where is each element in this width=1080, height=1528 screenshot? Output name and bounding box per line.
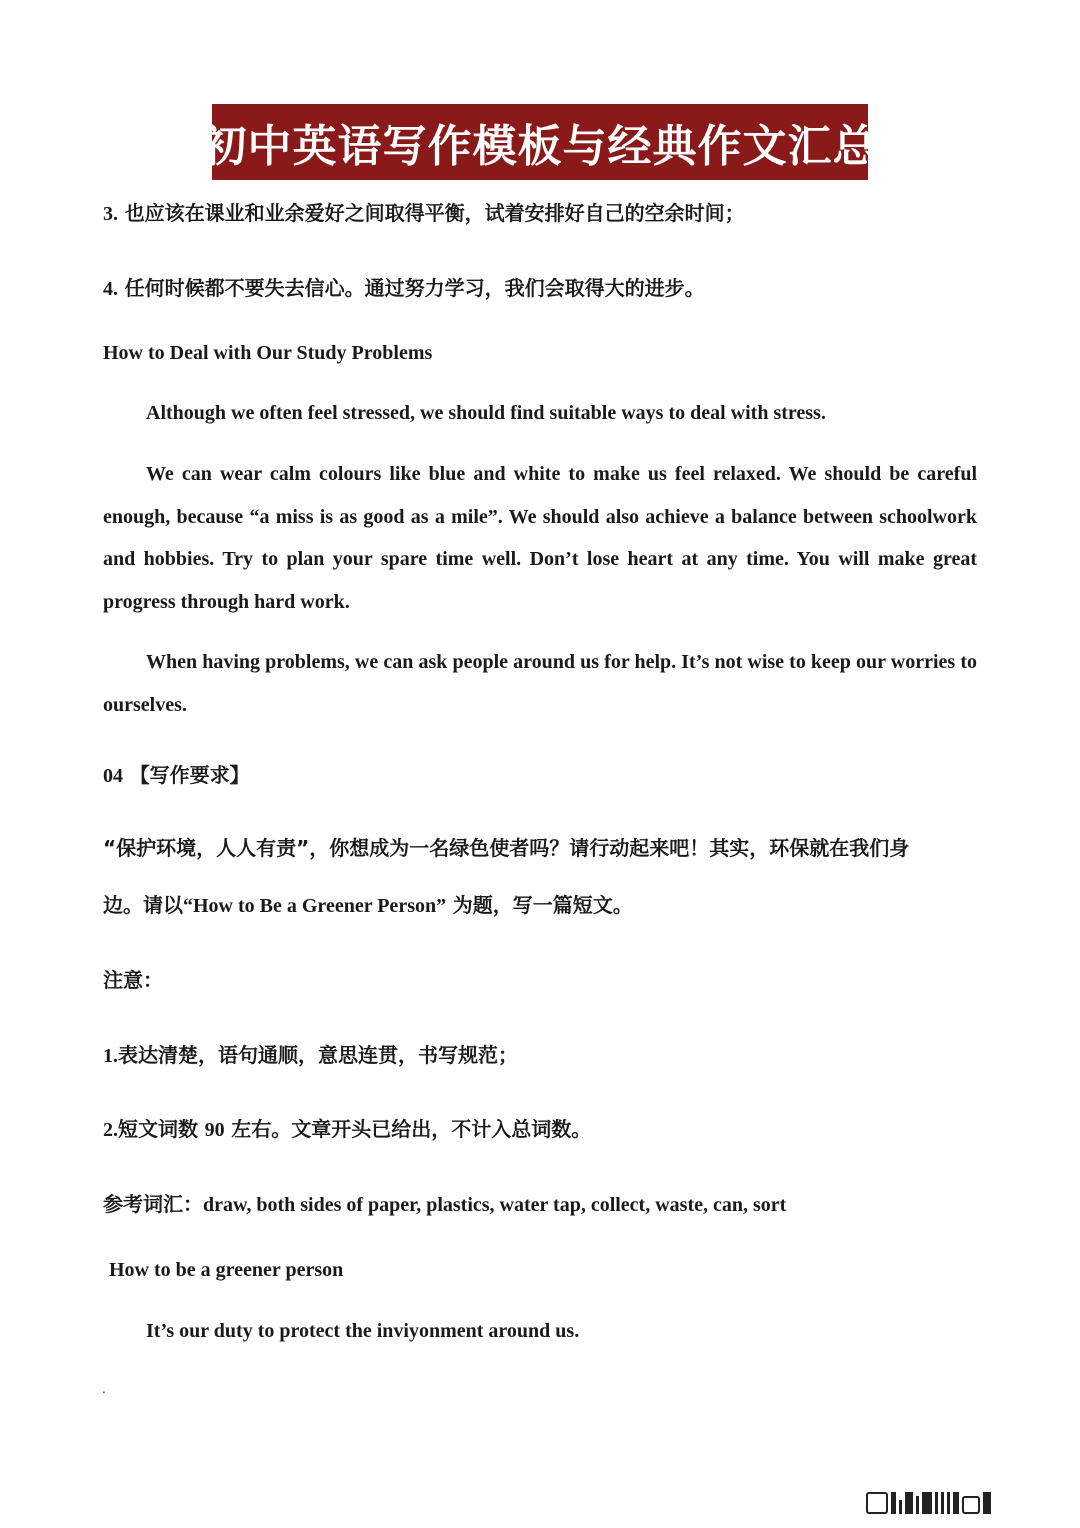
document-title: 初中英语写作模板与经典作文汇总: [202, 121, 878, 172]
watermark-shape: [922, 1492, 932, 1514]
tip-number: 4.: [103, 278, 118, 300]
task-prompt-text: 为题，写一篇短文。: [452, 893, 633, 917]
tip-item-3: [103, 197, 745, 226]
task-prompt-text: “保护环境，人人有责”，你想成为一名绿色使者吗？请行动起来吧！其实，环保就在我们身: [103, 836, 910, 860]
tip-item-4: [103, 272, 705, 301]
tip-number: 3.: [103, 203, 118, 225]
note-text: 表达清楚，语句通顺，意思连贯，书写规范；: [118, 1043, 518, 1067]
watermark-shape: [941, 1492, 944, 1514]
essay1-paragraph-1: Although we often feel stressed, we should find suitable ways to deal with stress.: [146, 402, 826, 424]
watermark-shape: [905, 1492, 913, 1514]
note-number: 2.: [103, 1119, 118, 1141]
task-prompt-line-1: [103, 832, 909, 861]
note-item-2: [103, 1113, 591, 1142]
essay1-title: How to Deal with Our Study Problems: [103, 342, 433, 364]
tip-text: 也应该在课业和业余爱好之间取得平衡，试着安排好自己的空余时间；: [124, 201, 745, 225]
vocab-label: 参考词汇：: [103, 1192, 203, 1216]
watermark-shape: [866, 1492, 888, 1514]
watermark-shape: [947, 1492, 950, 1514]
trailing-mark: .: [102, 1382, 106, 1396]
watermark-shape: [891, 1492, 896, 1514]
task-number: 04: [103, 765, 123, 787]
note-item-1: [103, 1039, 518, 1068]
title-banner: [202, 104, 878, 180]
task-heading: [103, 759, 250, 788]
essay1-paragraph-2: We can wear calm colours like blue and white to make us feel relaxed. We should be careful enough, because “a miss is as good as a mile”. We should also achieve a balance between schoolwork and hobbies. Try to plan your spare time well. Don’t lose heart at any time. You will make great progress through hard work.: [103, 463, 977, 613]
tip-text: 任何时候都不要失去信心。通过努力学习，我们会取得大的进步。: [124, 276, 705, 300]
task-prompt-line-2: [103, 889, 633, 918]
watermark-logo: [866, 1484, 1058, 1514]
note-number: 1.: [103, 1045, 118, 1067]
essay2-title: How to be a greener person: [109, 1259, 344, 1281]
note-label: 注意：: [103, 968, 163, 992]
watermark-shape: [899, 1500, 902, 1514]
watermark-shape: [983, 1492, 991, 1514]
essay1-paragraph-3: When having problems, we can ask people around us for help. It’s not wise to keep our worries to ourselves.: [103, 651, 977, 716]
watermark-shape: [916, 1496, 919, 1514]
essay2-opening: It’s our duty to protect the inviyonment around us.: [146, 1320, 580, 1342]
vocab-list: draw, both sides of paper, plastics, water tap, collect, waste, can, sort: [203, 1194, 787, 1216]
note-text: 左右。文章开头已给出，不计入总词数。: [231, 1117, 592, 1141]
note-text: 短文词数: [118, 1117, 198, 1141]
watermark-shape: [962, 1496, 980, 1514]
vocab-line: [103, 1188, 786, 1217]
task-prompt-text: 边。请以: [103, 893, 183, 917]
watermark-shape: [935, 1492, 938, 1514]
task-heading-label: 【写作要求】: [129, 763, 250, 787]
task-essay-title-quote: “How to Be a Greener Person”: [183, 895, 447, 917]
word-count: 90: [204, 1119, 225, 1141]
watermark-shape: [953, 1492, 959, 1514]
